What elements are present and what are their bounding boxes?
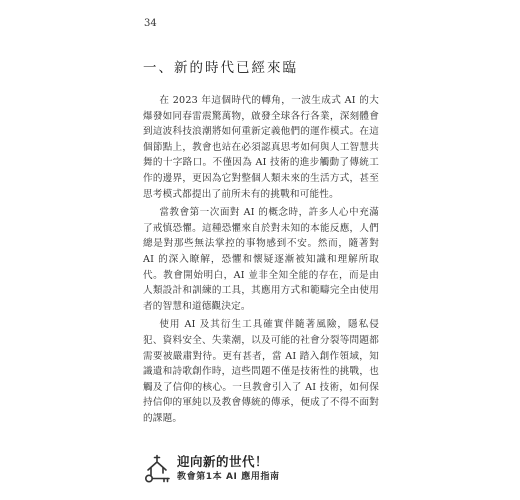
body-text [143, 93, 379, 429]
paragraph: 使用 AI 及其衍生工具確實伴隨著風險，隱私侵犯、資料安全、失業潮，以及可能的社會分裂等問題都需要被嚴肅對待。更有甚者，當 AI 踏入創作領域，知識遺和詩歌創作時，這些問題不僅是技術性的挑戰，也觸及了信仰的核心。一旦教會引入了 AI 技術，如何保持信仰的軍純以及教會傳統的傳承，便成了不得不面對的課題。 [143, 319, 379, 424]
paragraph: 當教會第一次面對 AI 的概念時，許多人心中充滿了戒慎恐懼。這種恐懼來自於對未知的本能反應，人們總是對那些無法掌控的事物感到不安。然而，隨著對 AI 的深入瞭解，恐懼和懷疑逐漸被知識和理解所取代。教會開始明白，AI 並非全知全能的存在，而是由人類設計和訓練的工具，其應用方式和範疇完全由使用者的智慧和道德觀決定。 [143, 207, 379, 312]
page-number: 34 [144, 18, 157, 29]
book-title: 迎向新的世代！ [177, 454, 269, 469]
section-title: 一、新的時代已經來臨 [143, 60, 298, 76]
church-key-logo-icon [142, 454, 172, 484]
book-subtitle: 教會第1本 AI 應用指南 [177, 472, 280, 482]
paragraph: 在 2023 年這個時代的轉角，一波生成式 AI 的大爆發如同春雷震驚萬物，啟發全球各行各業，深刻體會到這波科技浪潮將如何重新定義他們的運作模式。在這個節點上，教會也站在必須認真思考如何與人工智慧共舞的十字路口。不僅因為 AI 技術的進步觸動了傳統工作的邊界，更因為它對整個人類未來的生活方式，甚至思考模式都提出了前所未有的挑戰和可能性。 [143, 95, 379, 200]
